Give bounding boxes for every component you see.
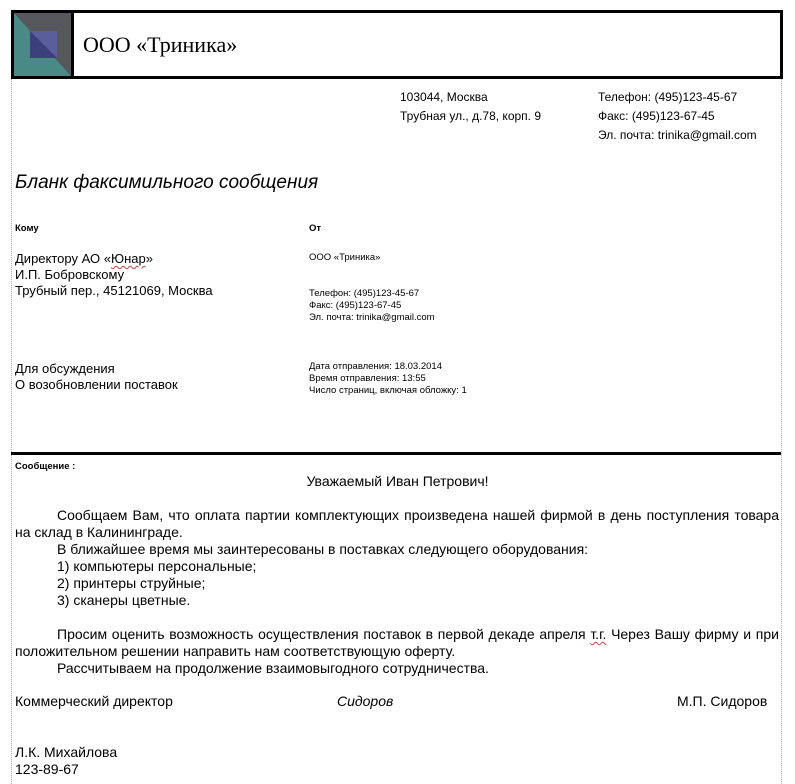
signer-name: М.П. Сидоров bbox=[677, 693, 768, 709]
letterhead-banner bbox=[11, 10, 783, 79]
message-paragraph-3: Просим оценить возможность осуществления поставок в первой декаде апреля т.г. Через Вашу фирму и при положительном решении направить нам соответствующую оферту. bbox=[15, 626, 779, 659]
to-label: Кому bbox=[15, 223, 39, 234]
signer-position: Коммерческий директор bbox=[15, 693, 173, 709]
greeting: Уважаемый Иван Петрович! bbox=[306, 473, 489, 489]
message-paragraph-2: В ближайшее время мы заинтересованы в поставках следующего оборудования: bbox=[57, 541, 589, 557]
message-paragraph-4: Рассчитываем на продолжение взаимовыгодного сотрудничества. bbox=[57, 660, 489, 676]
message-paragraph-1: Сообщаем Вам, что оплата партии комплектующих произведена нашей фирмой в день поступления товара на склад в Калининграде. bbox=[15, 507, 779, 540]
contact-phone: 123-89-67 bbox=[15, 761, 79, 777]
section-divider bbox=[11, 452, 781, 455]
header-fax: Факс: (495)123-67-45 bbox=[598, 109, 715, 123]
signature: Сидоров bbox=[337, 693, 394, 709]
sender-email: Эл. почта: trinika@gmail.com bbox=[309, 312, 435, 323]
company-name: ООО «Триника» bbox=[83, 32, 238, 57]
spellcheck-word: Юнар bbox=[110, 251, 146, 266]
spellcheck-word: т.г. bbox=[590, 626, 607, 642]
list-item-3: 3) сканеры цветные. bbox=[57, 592, 191, 608]
recipient-line-2: И.П. Бобровскому bbox=[15, 267, 125, 282]
send-time: Время отправления: 13:55 bbox=[309, 373, 426, 384]
page-count: Число страниц, включая обложку: 1 bbox=[309, 385, 467, 396]
address-line-1: 103044, Москва bbox=[400, 90, 488, 104]
logo-divider bbox=[71, 13, 74, 76]
sender-phone: Телефон: (495)123-45-67 bbox=[309, 288, 420, 299]
form-title: Бланк факсимильного сообщения bbox=[15, 172, 319, 193]
list-item-1: 1) компьютеры персональные; bbox=[57, 558, 257, 574]
send-date: Дата отправления: 18.03.2014 bbox=[309, 361, 442, 372]
sender-fax: Факс: (495)123-67-45 bbox=[309, 300, 402, 311]
recipient-line-1: Директору АО «Юнар» bbox=[15, 251, 153, 266]
message-label: Сообщение : bbox=[15, 461, 76, 472]
recipient-line-3: Трубный пер., 45121069, Москва bbox=[15, 283, 213, 298]
list-item-2: 2) принтеры струйные; bbox=[57, 575, 206, 591]
subject-line-2: О возобновлении поставок bbox=[15, 377, 178, 392]
company-logo bbox=[14, 13, 71, 76]
sender-company: ООО «Триника» bbox=[309, 252, 381, 263]
header-email: Эл. почта: trinika@gmail.com bbox=[598, 128, 757, 142]
address-line-2: Трубная ул., д.78, корп. 9 bbox=[400, 109, 541, 123]
margin-guide-left bbox=[11, 76, 12, 784]
from-label: От bbox=[309, 223, 322, 234]
logo-mark-icon bbox=[14, 13, 71, 76]
margin-guide-right bbox=[781, 76, 782, 784]
contact-name: Л.К. Михайлова bbox=[15, 744, 118, 760]
header-phone: Телефон: (495)123-45-67 bbox=[598, 90, 738, 104]
subject-line-1: Для обсуждения bbox=[15, 361, 115, 376]
